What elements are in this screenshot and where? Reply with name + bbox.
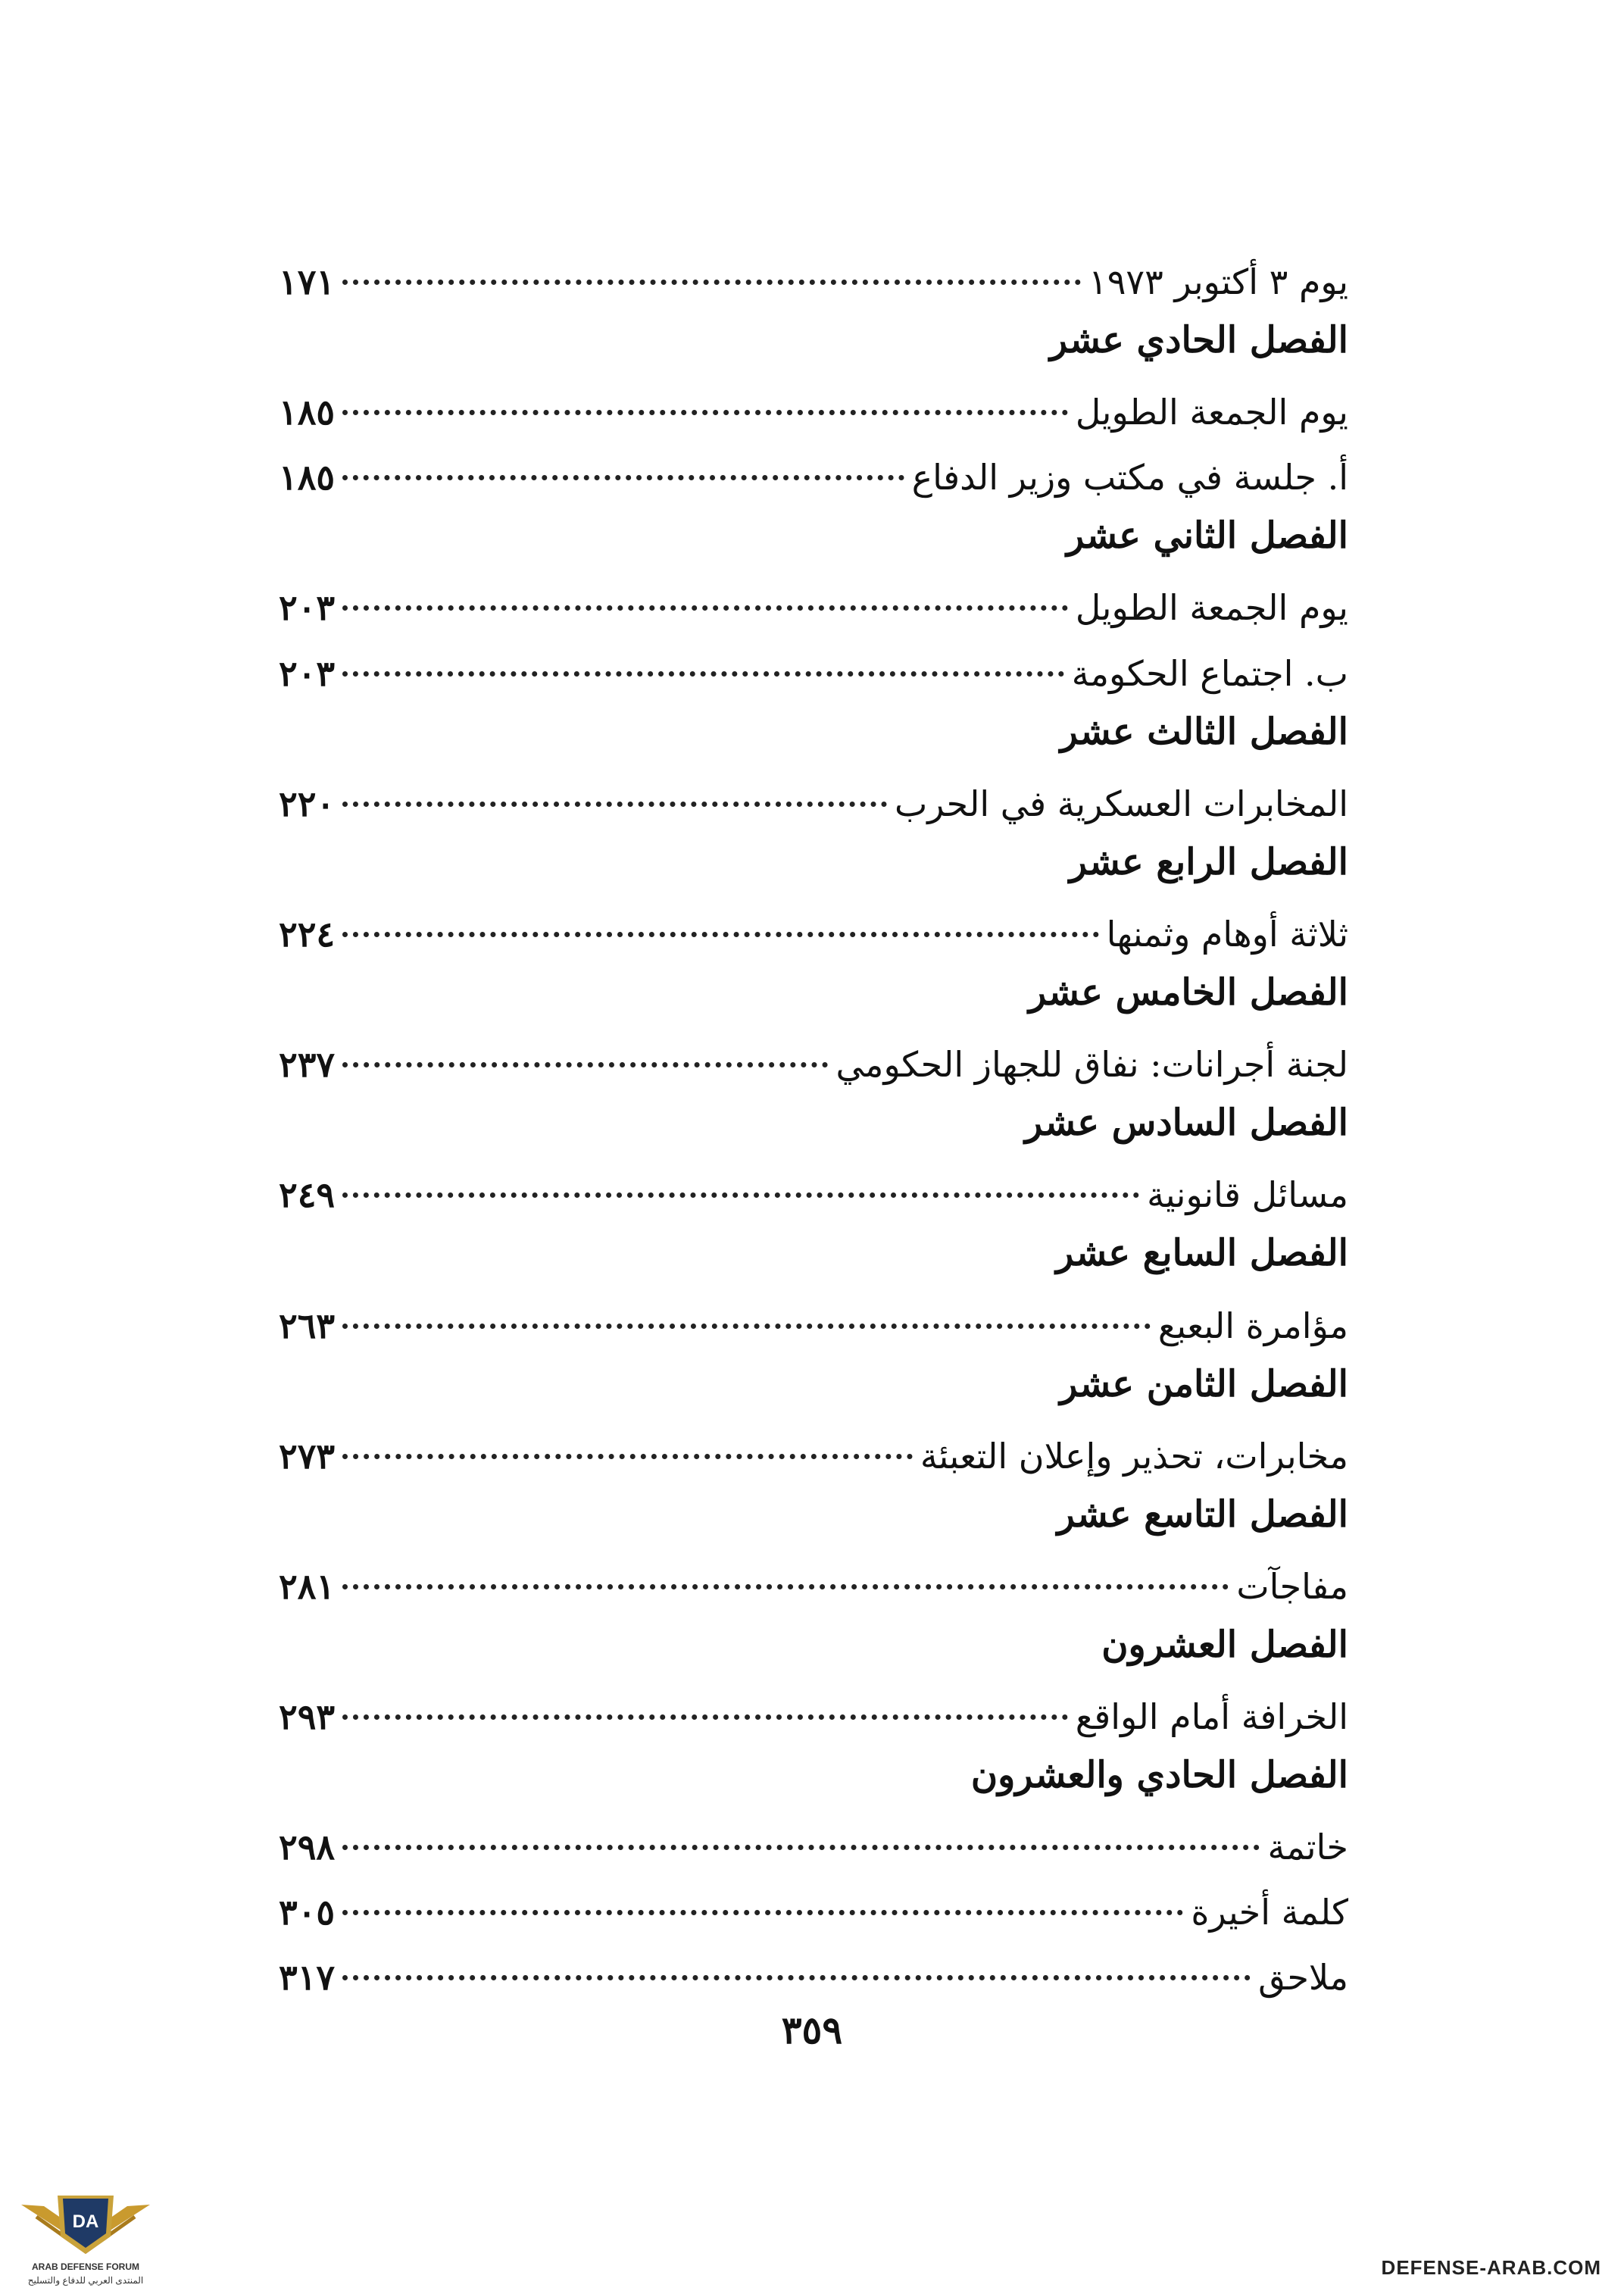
toc-entry (279, 449, 1348, 514)
chapter-title: الفصل العشرون (1101, 1623, 1348, 1666)
entry-title: أ. جلسة في مكتب وزير الدفاع (911, 457, 1348, 499)
entry-title: يوم الجمعة الطويل (1075, 392, 1348, 433)
entry-page-number: ١٨٥ (279, 392, 336, 433)
toc-entry (279, 1689, 1348, 1754)
toc-entry (279, 1298, 1348, 1363)
toc-entry (279, 906, 1348, 971)
dot-leader (342, 245, 1081, 285)
chapter-title: الفصل الحادي والعشرون (970, 1754, 1348, 1797)
toc-entry (279, 1036, 1348, 1102)
entry-page-number: ١٨٥ (279, 457, 336, 499)
site-url: DEFENSE-ARAB.COM (1381, 2256, 1601, 2279)
dot-leader (342, 1158, 1139, 1198)
entry-title: مفاجآت (1236, 1565, 1348, 1607)
dot-leader (342, 1027, 828, 1067)
toc-entry (279, 1167, 1348, 1232)
entry-title: ملاحق (1258, 1957, 1348, 1999)
entry-page-number: ١٧١ (279, 261, 336, 302)
entry-page-number: ٢٢٤ (279, 913, 336, 955)
entry-title: مسائل قانونية (1147, 1174, 1348, 1216)
page-number: ٣٥٩ (781, 2008, 843, 2052)
entry-page-number: ٢٢٠ (279, 783, 336, 824)
toc-entry (279, 645, 1348, 711)
entry-title: خاتمة (1267, 1827, 1348, 1868)
dot-leader (342, 440, 904, 480)
entry-title: المخابرات العسكرية في الحرب (894, 783, 1348, 824)
chapter-title: الفصل الخامس عشر (1028, 971, 1348, 1014)
entry-page-number: ٢٠٣ (279, 587, 336, 629)
dot-leader (342, 897, 1098, 937)
entry-page-number: ٢٧٣ (279, 1435, 336, 1477)
entry-title: لجنة أجرانات: نفاق للجهاز الحكومي (835, 1044, 1348, 1086)
entry-title: الخرافة أمام الواقع (1075, 1696, 1348, 1738)
dot-leader (342, 1680, 1068, 1720)
logo-text: ARAB DEFENSE FORUM (31, 2261, 140, 2272)
logo-subtext: المنتدى العربي للدفاع والتسليح (27, 2275, 144, 2286)
chapter-title: الفصل الحادي عشر (1049, 319, 1348, 362)
dot-leader (342, 1875, 1183, 1915)
chapter-title: الفصل الرابع عشر (1069, 840, 1348, 883)
entry-title: مؤامرة البعبع (1157, 1305, 1348, 1346)
entry-page-number: ٢٩٨ (279, 1827, 336, 1868)
entry-title: ثلاثة أوهام وثمنها (1106, 913, 1348, 955)
entry-page-number: ٢٠٣ (279, 652, 336, 694)
dot-leader (342, 636, 1064, 677)
dot-leader (342, 1289, 1151, 1329)
toc-entry (279, 776, 1348, 841)
toc-entry (279, 1428, 1348, 1493)
chapter-title: الفصل الثامن عشر (1060, 1362, 1348, 1405)
dot-leader (342, 1419, 913, 1459)
dot-leader (342, 375, 1068, 415)
dot-leader (342, 1549, 1229, 1589)
entry-page-number: ٢٤٩ (279, 1174, 336, 1216)
entry-title: يوم الجمعة الطويل (1075, 587, 1348, 629)
chapter-title: الفصل الثاني عشر (1066, 514, 1348, 558)
entry-page-number: ٣٠٥ (279, 1892, 336, 1933)
entry-page-number: ٢٦٣ (279, 1305, 336, 1346)
entry-page-number: ٢٣٧ (279, 1044, 336, 1086)
logo-initials: DA (72, 2211, 99, 2232)
entry-page-number: ٣١٧ (279, 1957, 336, 1999)
entry-title: مخابرات، تحذير وإعلان التعبئة (920, 1435, 1348, 1477)
chapter-title: الفصل الثالث عشر (1060, 710, 1348, 753)
dot-leader (342, 767, 887, 807)
entry-page-number: ٢٨١ (279, 1565, 336, 1607)
forum-logo (14, 2152, 158, 2291)
dot-leader (342, 570, 1068, 611)
entry-page-number: ٢٩٣ (279, 1696, 336, 1738)
toc-entry (279, 254, 1348, 319)
toc-entry (279, 1558, 1348, 1624)
entry-title: كلمة أخيرة (1191, 1892, 1348, 1933)
chapter-title: الفصل السادس عشر (1025, 1102, 1348, 1145)
chapter-title: الفصل التاسع عشر (1057, 1492, 1348, 1536)
dot-leader (342, 1940, 1251, 1980)
entry-title: ب. اجتماع الحكومة (1071, 652, 1348, 694)
dot-leader (342, 1810, 1260, 1850)
chapter-title: الفصل السابع عشر (1056, 1232, 1348, 1275)
table-of-contents (279, 254, 1348, 2015)
toc-entry (279, 1949, 1348, 2014)
entry-title: يوم ٣ أكتوبر ١٩٧٣ (1088, 261, 1348, 302)
